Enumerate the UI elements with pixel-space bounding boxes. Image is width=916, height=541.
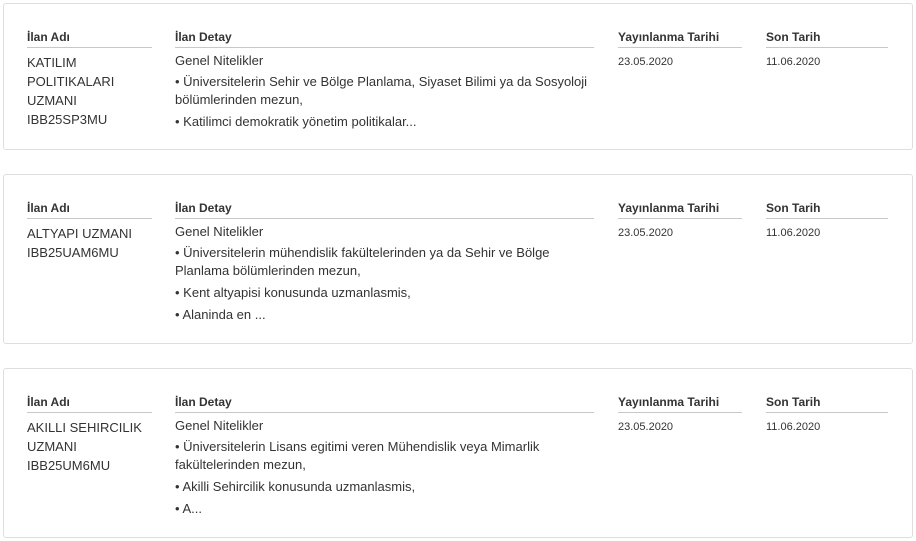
deadline-date: 11.06.2020: [766, 227, 821, 239]
deadline-column: [766, 200, 888, 240]
deadline-header: Son Tarih: [766, 394, 888, 413]
job-listing-card[interactable]: [3, 368, 913, 538]
deadline-column: [766, 29, 888, 69]
listing-name-header: İlan Adı: [27, 200, 152, 219]
published-date: 23.05.2020: [618, 227, 674, 239]
deadline-header: Son Tarih: [766, 200, 888, 219]
published-date-header: Yayınlanma Tarihi: [618, 200, 742, 219]
published-date-column: [618, 394, 742, 434]
listing-detail-column: [175, 29, 594, 131]
qualification-item: • Üniversitelerin Lisans egitimi veren Mühendislik veya Mimarlik fakültelerinden mezun,: [175, 439, 540, 472]
listing-name-column: [27, 394, 152, 475]
deadline-date: 11.06.2020: [766, 56, 821, 68]
qualification-item: • Alaninda en ...: [175, 307, 266, 322]
published-date-header: Yayınlanma Tarihi: [618, 29, 742, 48]
qualification-item: • Akilli Sehircilik konusunda uzmanlasmis,: [175, 479, 416, 494]
listing-detail-header: İlan Detay: [175, 200, 594, 219]
published-date-header: Yayınlanma Tarihi: [618, 394, 742, 413]
listing-name[interactable]: KATILIM POLITIKALARI UZMANI IBB25SP3MU: [27, 55, 115, 127]
published-date-column: [618, 200, 742, 240]
qualifications-title: Genel Nitelikler: [175, 418, 264, 433]
listing-name[interactable]: AKILLI SEHIRCILIK UZMANI IBB25UM6MU: [27, 420, 142, 473]
published-date: 23.05.2020: [618, 56, 674, 68]
qualification-item: • A...: [175, 501, 202, 516]
listing-name-column: [27, 29, 152, 129]
listing-detail-header: İlan Detay: [175, 29, 594, 48]
listing-detail-column: [175, 200, 594, 324]
published-date-column: [618, 29, 742, 69]
published-date: 23.05.2020: [618, 421, 674, 433]
job-listing-card[interactable]: [3, 3, 913, 150]
qualification-item: • Üniversitelerin mühendislik fakültelerinden ya da Sehir ve Bölge Planlama bölümlerinden mezun,: [175, 245, 550, 278]
listing-name[interactable]: ALTYAPI UZMANI IBB25UAM6MU: [27, 226, 132, 260]
listing-detail-column: [175, 394, 594, 518]
qualification-item: • Kent altyapisi konusunda uzmanlasmis,: [175, 285, 411, 300]
listing-name-header: İlan Adı: [27, 394, 152, 413]
listing-name-header: İlan Adı: [27, 29, 152, 48]
qualification-item: • Katilimci demokratik yönetim politikalar...: [175, 114, 417, 129]
listing-detail-header: İlan Detay: [175, 394, 594, 413]
deadline-header: Son Tarih: [766, 29, 888, 48]
job-listing-card[interactable]: [3, 174, 913, 344]
qualifications-title: Genel Nitelikler: [175, 224, 264, 239]
deadline-date: 11.06.2020: [766, 421, 821, 433]
qualification-item: • Üniversitelerin Sehir ve Bölge Planlama, Siyaset Bilimi ya da Sosyoloji bölümlerinden mezun,: [175, 74, 588, 107]
qualifications-title: Genel Nitelikler: [175, 53, 264, 68]
listing-name-column: [27, 200, 152, 262]
deadline-column: [766, 394, 888, 434]
